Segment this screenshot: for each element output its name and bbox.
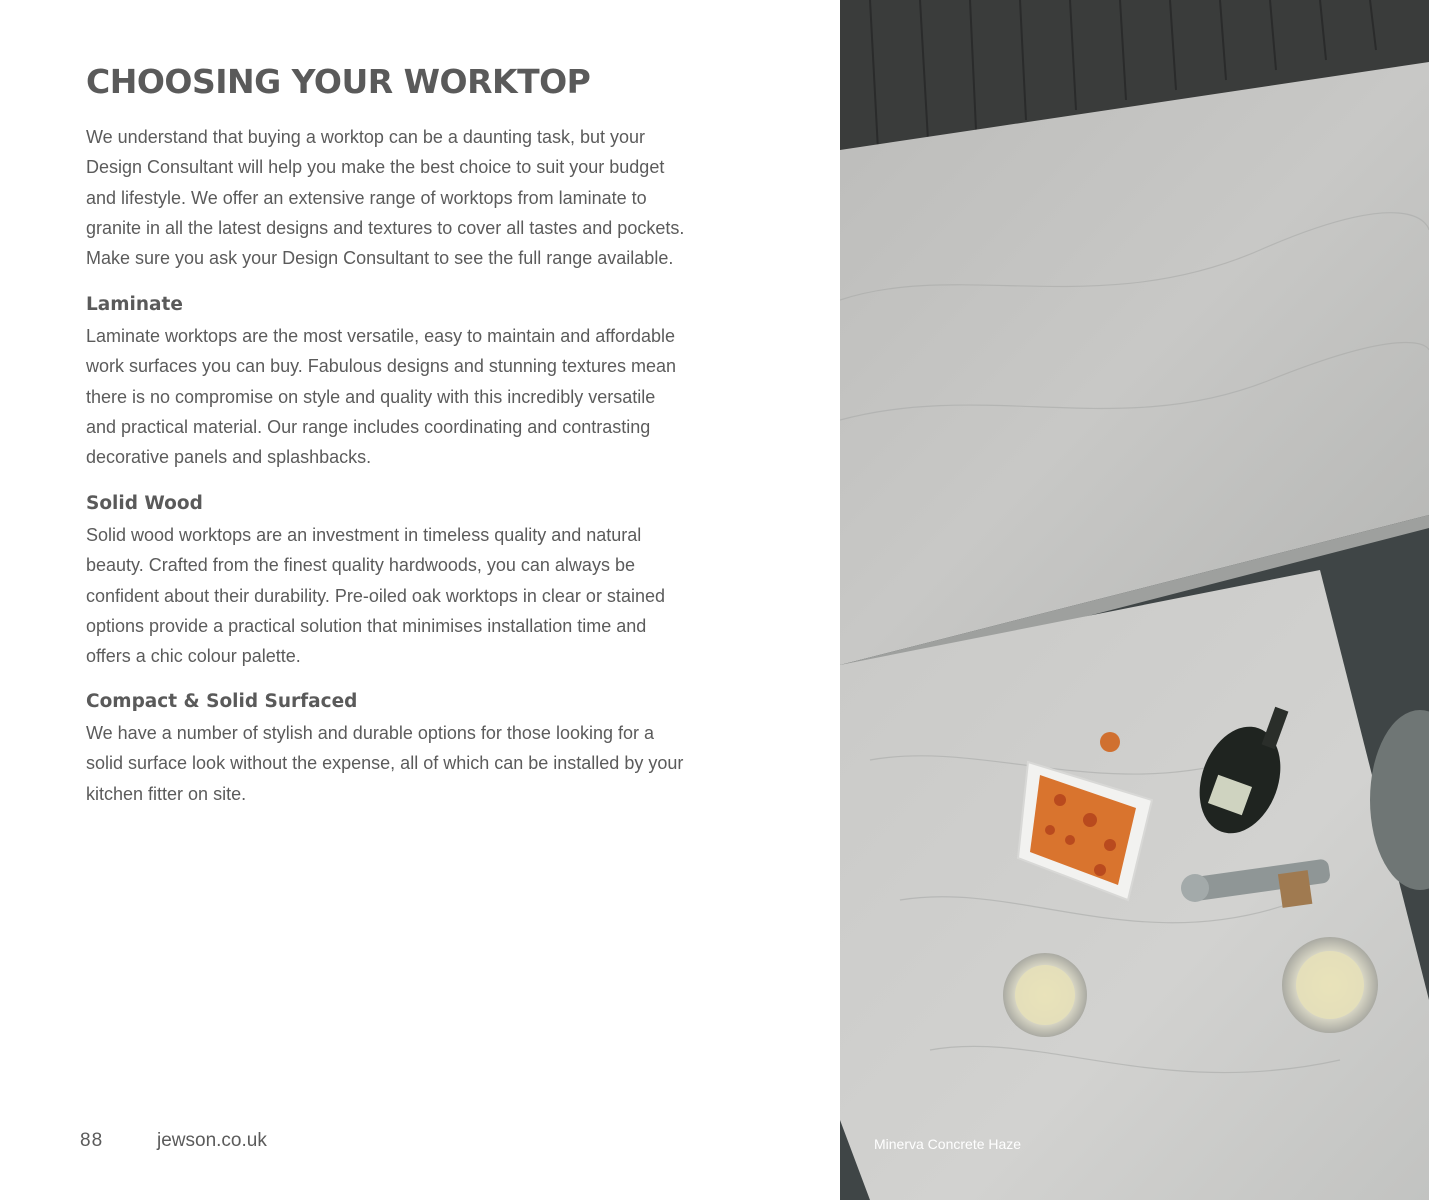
website-link[interactable]: jewson.co.uk xyxy=(157,1130,267,1151)
section-solid-wood xyxy=(86,489,686,671)
laminate-paragraph: Laminate worktops are the most versatile, easy to maintain and affordable work surfaces you can buy. Fabulous designs and stunning textures mean there is no compromise on style and quality with this incredibly versatile and practical material. Our range includes coordinating and contrasting decorative panels and splashbacks. xyxy=(86,326,677,468)
page-number: 88 xyxy=(80,1130,104,1151)
compact-heading: Compact & Solid Surfaced xyxy=(86,691,358,712)
photo-caption: Minerva Concrete Haze xyxy=(874,1136,1022,1152)
solid-wood-paragraph: Solid wood worktops are an investment in timeless quality and natural beauty. Crafted from the finest quality hardwoods, you can always be confident about their durability. Pre-oiled oak worktops in clear or stained options provide a practical solution that minimises installation time and offers a chic colour palette. xyxy=(86,525,665,667)
section-laminate xyxy=(86,290,686,472)
section-compact-solid-surfaced xyxy=(86,687,686,809)
intro-block xyxy=(86,122,686,273)
kitchen-worktop-photo xyxy=(840,0,1429,1200)
intro-paragraph: We understand that buying a worktop can be a daunting task, but your Design Consultant will help you make the best choice to suit your budget and lifestyle. We offer an extensive range of worktops from laminate to granite in all the latest designs and textures to cover all tastes and pockets. Make sure you ask your Design Consultant to see the full range available. xyxy=(86,127,685,269)
laminate-heading: Laminate xyxy=(86,294,183,315)
solid-wood-heading: Solid Wood xyxy=(86,493,203,514)
compact-paragraph: We have a number of stylish and durable options for those looking for a solid surface look without the expense, all of which can be installed by your kitchen fitter on site. xyxy=(86,723,684,804)
page-title: CHOOSING YOUR WORKTOP xyxy=(86,62,591,101)
